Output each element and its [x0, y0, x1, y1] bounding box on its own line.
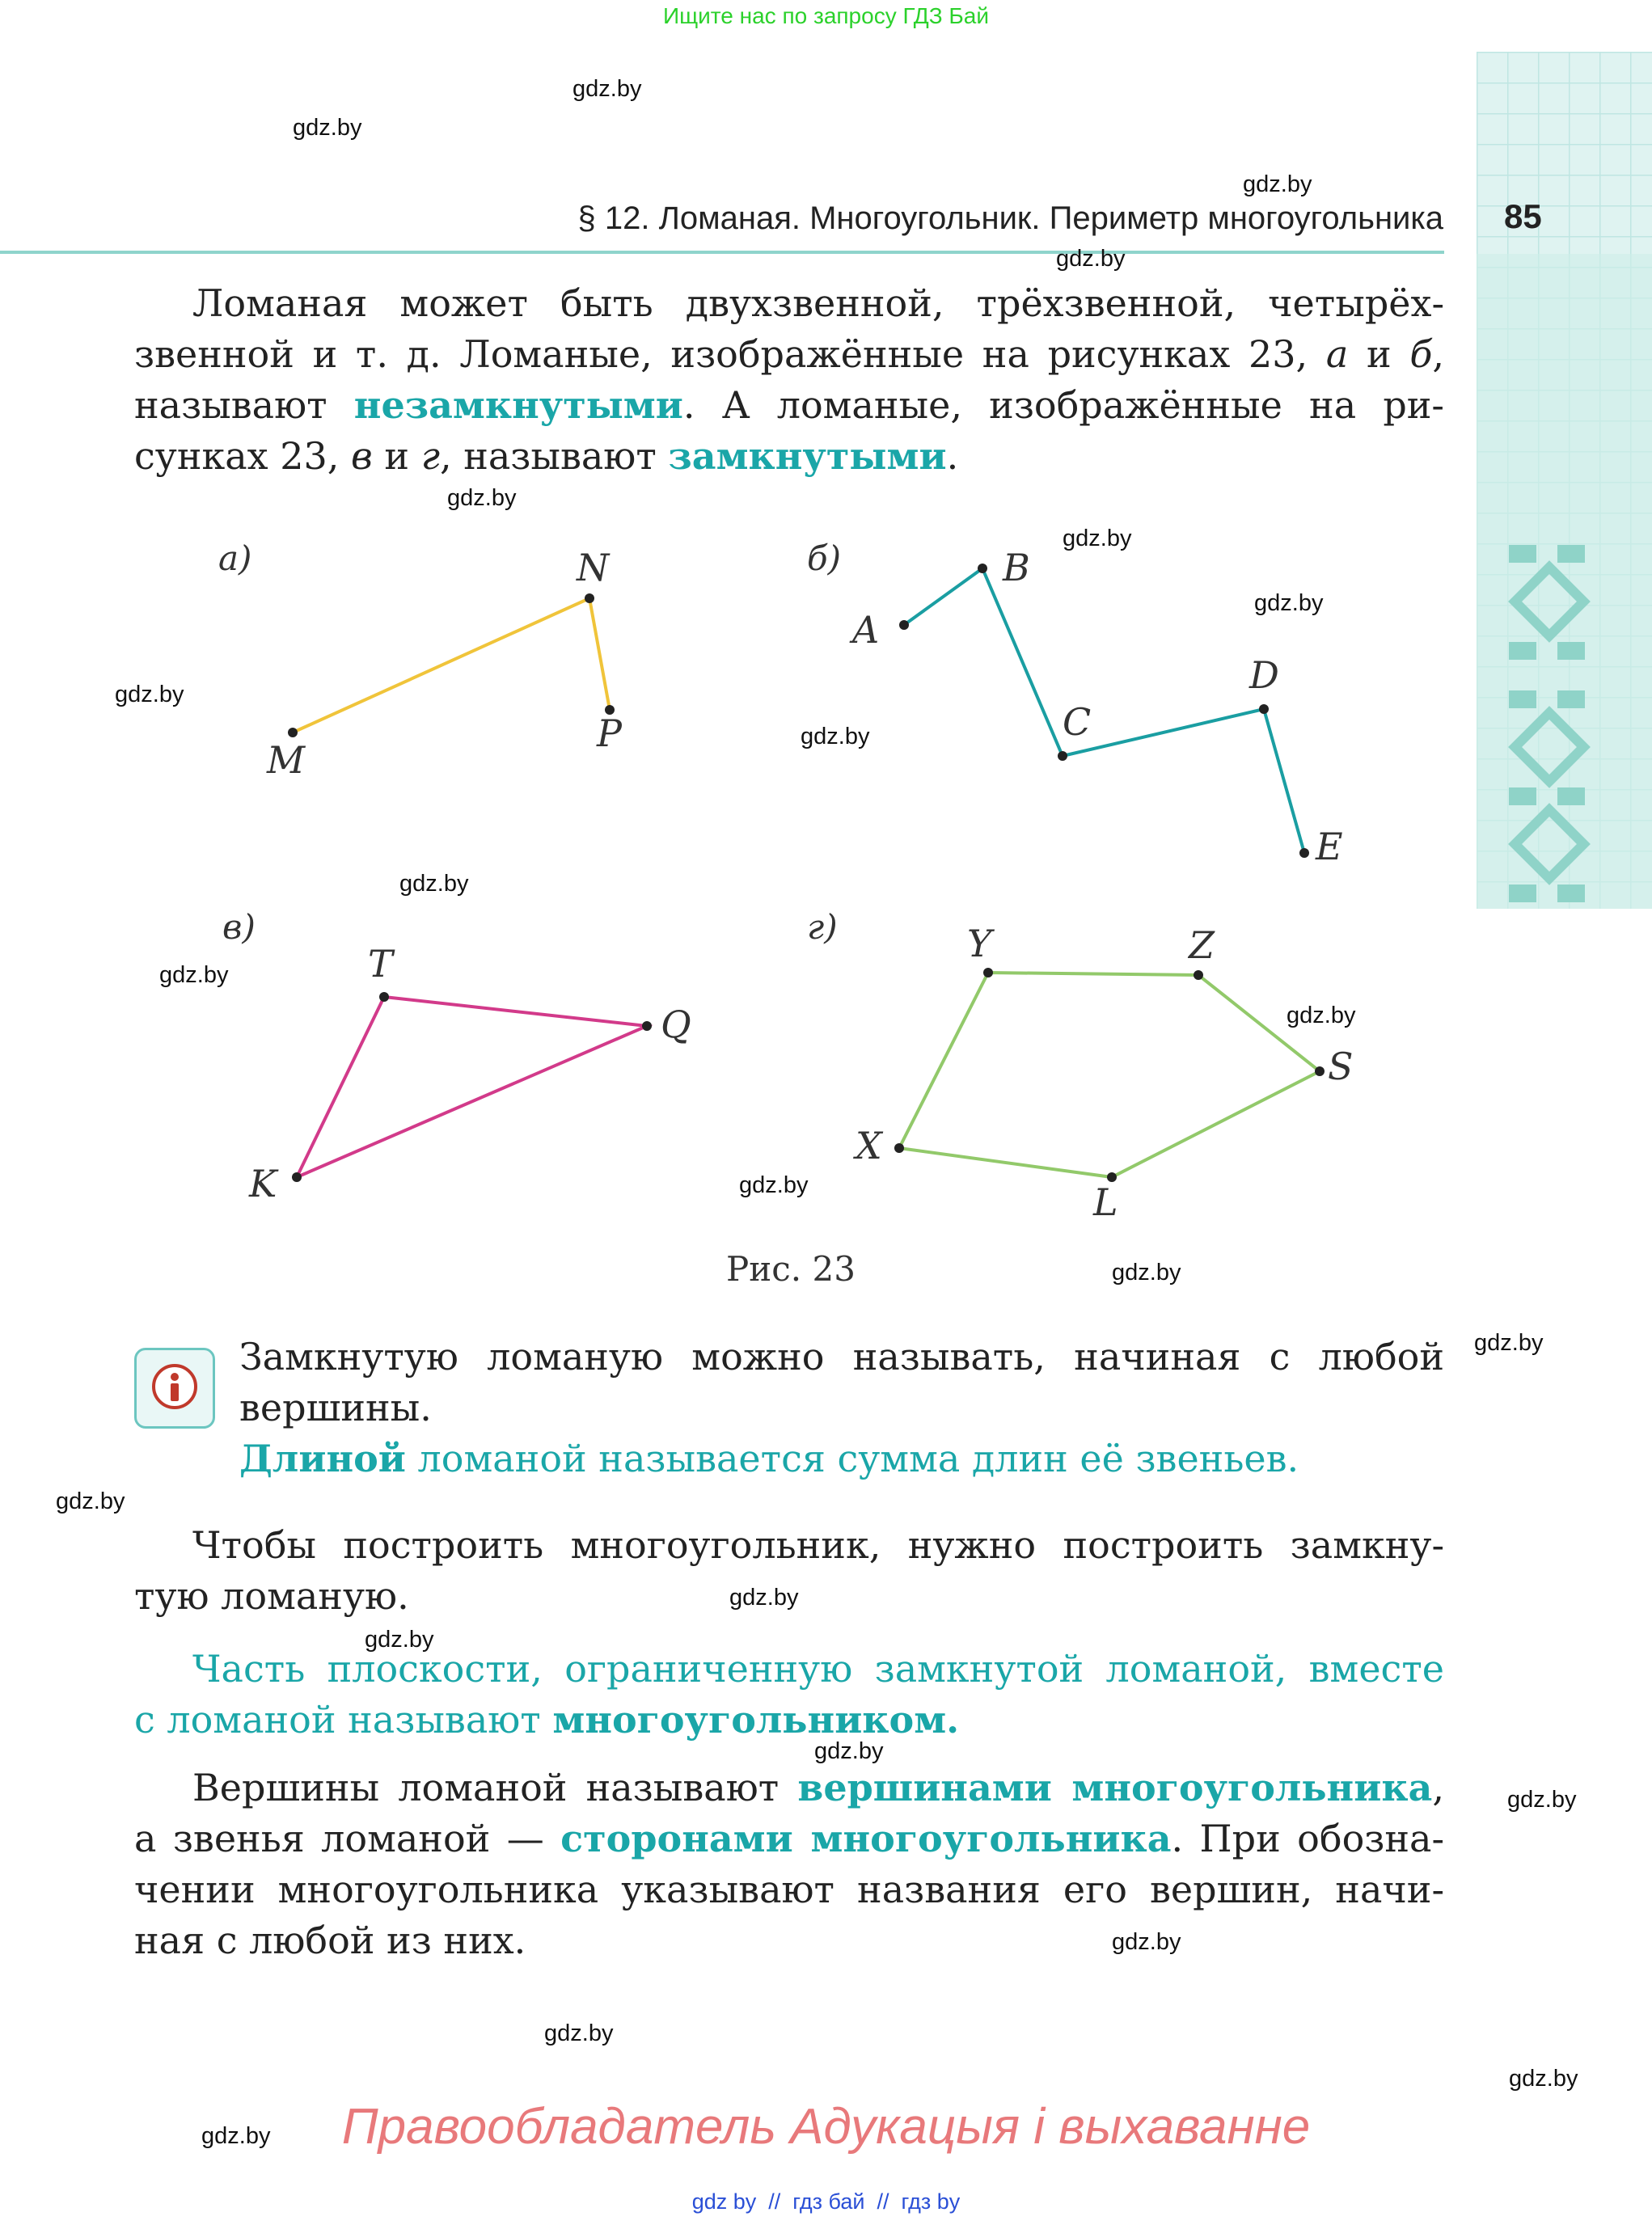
watermark: gdz.by [1509, 2066, 1578, 2092]
vertex-label-x: X [856, 1124, 882, 1167]
term-polygon: многоугольником. [552, 1698, 960, 1742]
intro-line-1: Ломаная может быть двухзвенной, трёхзвенной, четырёх- [192, 281, 1444, 325]
polyline-mnp [293, 598, 610, 733]
watermark: gdz.by [1112, 1929, 1181, 1955]
term-polygon-vertices: вершинами многоугольника [797, 1766, 1433, 1809]
intro-line-2: звенной и т. д. Ломаные, изображённые на рисунках 23, [134, 332, 1326, 376]
vertex-label-z: Z [1189, 923, 1215, 967]
figure-label-b: б) [807, 538, 842, 578]
ref-a: а [1325, 332, 1349, 376]
para3-line-1: Вершины ломаной называют [192, 1766, 798, 1809]
vertex-label-e: E [1316, 825, 1343, 868]
watermark: gdz.by [293, 115, 362, 141]
term-polygon-sides: сторонами многоугольника [560, 1817, 1172, 1860]
watermark: gdz.by [1112, 1260, 1181, 1286]
copyright-notice: Правообладатель Адукацыя і выхаванне [341, 2099, 1311, 2155]
vertex-label-a: A [852, 608, 880, 652]
polygon-definition [134, 1644, 1444, 1746]
and-word-2: и [372, 434, 421, 478]
vertex-label-y: Y [967, 922, 992, 965]
watermark: gdz.by [447, 485, 517, 511]
vertex-label-s: S [1328, 1045, 1354, 1088]
vertex-label-n: N [577, 546, 610, 589]
vertex-label-t: T [368, 942, 393, 986]
para3-line-2-rest: . При обозна- [1171, 1817, 1444, 1860]
watermark: gdz.by [729, 1585, 799, 1611]
watermark: gdz.by [201, 2123, 271, 2149]
watermark: gdz.by [739, 1172, 809, 1198]
definition-line-2: с ломаной называют [134, 1698, 553, 1742]
para2-line-1: Чтобы построить многоугольник, нужно построить замкну- [192, 1523, 1444, 1567]
vertex-label-b: B [1003, 546, 1030, 589]
intro-line-3: называют [134, 383, 354, 427]
polygon-yzsxl [899, 973, 1320, 1177]
intro-line-4: сунках 23, [134, 434, 352, 478]
para3-line-2: а звенья ломаной — [134, 1817, 561, 1860]
watermark: gdz.by [1254, 590, 1324, 616]
watermark: gdz.by [399, 871, 469, 897]
section-title: § 12. Ломаная. Многоугольник. Периметр многоугольника [577, 201, 1443, 236]
vertex-label-c: C [1063, 700, 1092, 744]
watermark: gdz.by [1474, 1330, 1544, 1356]
comma-2: , [1432, 1766, 1444, 1809]
para3-line-3: чении многоугольника указывают названия его вершин, начи- [134, 1868, 1444, 1911]
info-paragraph [239, 1332, 1444, 1484]
term-length: Длиной [239, 1437, 406, 1480]
length-definition: ломаной называется сумма длин её звеньев. [405, 1437, 1299, 1480]
ref-v: в [351, 434, 373, 478]
vertex-label-l: L [1093, 1180, 1118, 1224]
comma: , [1432, 332, 1445, 376]
vertex-label-q: Q [661, 1003, 691, 1046]
watermark: gdz.by [544, 2020, 614, 2046]
watermark: gdz.by [1507, 1787, 1577, 1813]
info-icon [134, 1348, 215, 1429]
figure-label-v: в) [222, 907, 256, 947]
period: . [946, 434, 959, 478]
figure-label-a: а) [218, 538, 252, 578]
polygon-tqk [297, 997, 647, 1177]
term-closed: замкнутыми [668, 434, 947, 478]
intro-line-4-rest: , называют [439, 434, 669, 478]
watermark: gdz.by [159, 962, 229, 988]
intro-line-3-rest: . А ломаные, изображённые на ри- [682, 383, 1444, 427]
paragraph-vertices [134, 1763, 1444, 1966]
watermark: gdz.by [1056, 246, 1126, 272]
para2-line-2: тую ломаную. [134, 1574, 409, 1618]
watermark: gdz.by [572, 76, 642, 102]
page-number: 85 [1504, 197, 1542, 235]
watermark: gdz.by [56, 1488, 125, 1514]
definition-line-1: Часть плоскости, ограниченную замкнутой ломаной, вместе [192, 1647, 1444, 1691]
watermark: gdz.by [814, 1738, 884, 1764]
watermark: gdz.by [365, 1627, 434, 1653]
ref-g: г [420, 434, 440, 478]
figure-label-g: г) [807, 907, 838, 947]
footer-links[interactable]: gdz by // гдз бай // гдз by [691, 2189, 961, 2214]
info-line-1: Замкнутую ломаную можно называть, начиная с любой [239, 1335, 1444, 1378]
figure-caption: Рис. 23 [726, 1249, 856, 1289]
term-open: незамкнутыми [353, 383, 683, 427]
watermark: gdz.by [801, 724, 870, 749]
ref-b: б [1409, 332, 1433, 376]
para3-line-4: ная с любой из них. [134, 1919, 526, 1962]
watermark: gdz.by [1287, 1003, 1356, 1028]
info-line-2: вершины. [239, 1386, 432, 1429]
polyline-abcde [904, 568, 1304, 853]
watermark: gdz.by [1243, 171, 1312, 197]
search-banner[interactable]: Ищите нас по запросу ГДЗ Бай [662, 3, 990, 28]
vertex-label-d: D [1249, 653, 1279, 697]
watermark: gdz.by [1063, 526, 1132, 551]
vertex-label-m: M [267, 738, 306, 782]
vertex-label-k: K [249, 1162, 277, 1205]
watermark: gdz.by [115, 682, 184, 707]
vertex-label-p: P [597, 711, 622, 755]
and-word: и [1348, 332, 1410, 376]
